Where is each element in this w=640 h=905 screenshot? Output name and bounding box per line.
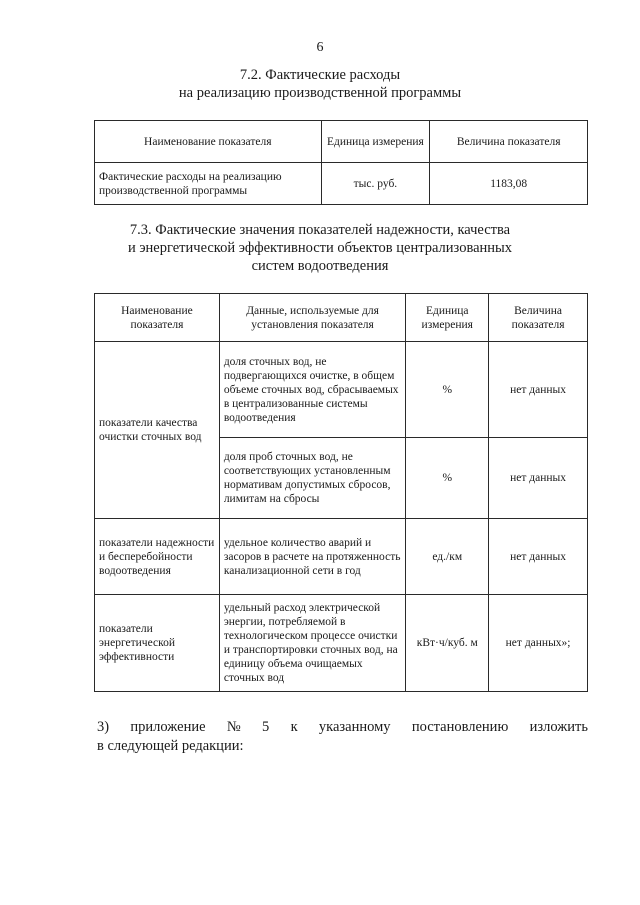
section-7-2-title-line: 7.2. Фактические расходы (239, 67, 401, 83)
header-indicator-name: Наименование показателя (95, 121, 322, 163)
indicator-group-name: показатели надежности и бесперебойности водоотведения (95, 519, 220, 595)
table-row (95, 163, 588, 205)
indicator-group-name: показатели энергетической эффективности (95, 595, 220, 692)
source-data-cell: доля сточных вод, не подвергающихся очистке, в общем объеме сточных вод, сбрасываемых в централизованные системы водоотведения (219, 342, 406, 438)
paragraph-word: № (226, 719, 241, 735)
source-data-cell: доля проб сточных вод, не соответствующих установленным нормативам допустимых сбросов, лимитам на сбросы (219, 438, 406, 519)
value-cell: нет данных (489, 342, 588, 438)
table-row (95, 595, 588, 692)
source-data-cell: удельный расход электрической энергии, потребляемой в технологическом процессе очистки и транспортировки сточных вод, на единицу объема очищаемых сточных вод (219, 595, 406, 692)
reliability-indicators-table (94, 293, 588, 692)
row-value: 1183,08 (430, 163, 588, 205)
unit-cell: % (406, 438, 489, 519)
paragraph-word: 5 (262, 719, 270, 735)
paragraph-word: приложение (130, 719, 206, 735)
header-value: Величина показателя (489, 294, 588, 342)
table-row (95, 519, 588, 595)
value-cell: нет данных (489, 519, 588, 595)
table-header-row (95, 121, 588, 163)
section-7-3-title-line: и энергетической эффективности объектов централизованных (127, 240, 513, 256)
value-cell: нет данных (489, 438, 588, 519)
indicator-group-name: показатели качества очистки сточных вод (95, 342, 220, 519)
closing-paragraph-line: в следующей редакции: (97, 738, 244, 754)
section-7-2-title-line: на реализацию производственной программы (178, 85, 462, 101)
header-source-data: Данные, используемые для установления показателя (219, 294, 406, 342)
header-indicator-name: Наименование показателя (95, 294, 220, 342)
unit-cell: кВт·ч/куб. м (406, 595, 489, 692)
row-unit: тыс. руб. (321, 163, 430, 205)
unit-cell: ед./км (406, 519, 489, 595)
unit-cell: % (406, 342, 489, 438)
section-7-3-title (0, 221, 640, 275)
row-indicator-name: Фактические расходы на реализацию производственной программы (95, 163, 322, 205)
paragraph-word: указанному (318, 719, 391, 735)
page-number: 6 (316, 40, 324, 55)
value-cell: нет данных»; (489, 595, 588, 692)
paragraph-word: изложить (529, 719, 588, 735)
table-row (95, 342, 588, 438)
header-unit: Единица измерения (406, 294, 489, 342)
closing-paragraph-line (97, 718, 588, 736)
section-7-2-title (0, 66, 640, 102)
section-7-3-title-line: систем водоотведения (251, 258, 389, 274)
paragraph-word: к (290, 719, 298, 735)
section-7-3-title-line: 7.3. Фактические значения показателей надежности, качества (129, 222, 511, 238)
source-data-cell: удельное количество аварий и засоров в расчете на протяженность канализационной сети в год (219, 519, 406, 595)
paragraph-word: постановлению (411, 719, 509, 735)
table-header-row (95, 294, 588, 342)
actual-expenses-table (94, 120, 588, 205)
header-unit: Единица измерения (321, 121, 430, 163)
paragraph-word: 3) (97, 719, 110, 735)
header-value: Величина показателя (430, 121, 588, 163)
